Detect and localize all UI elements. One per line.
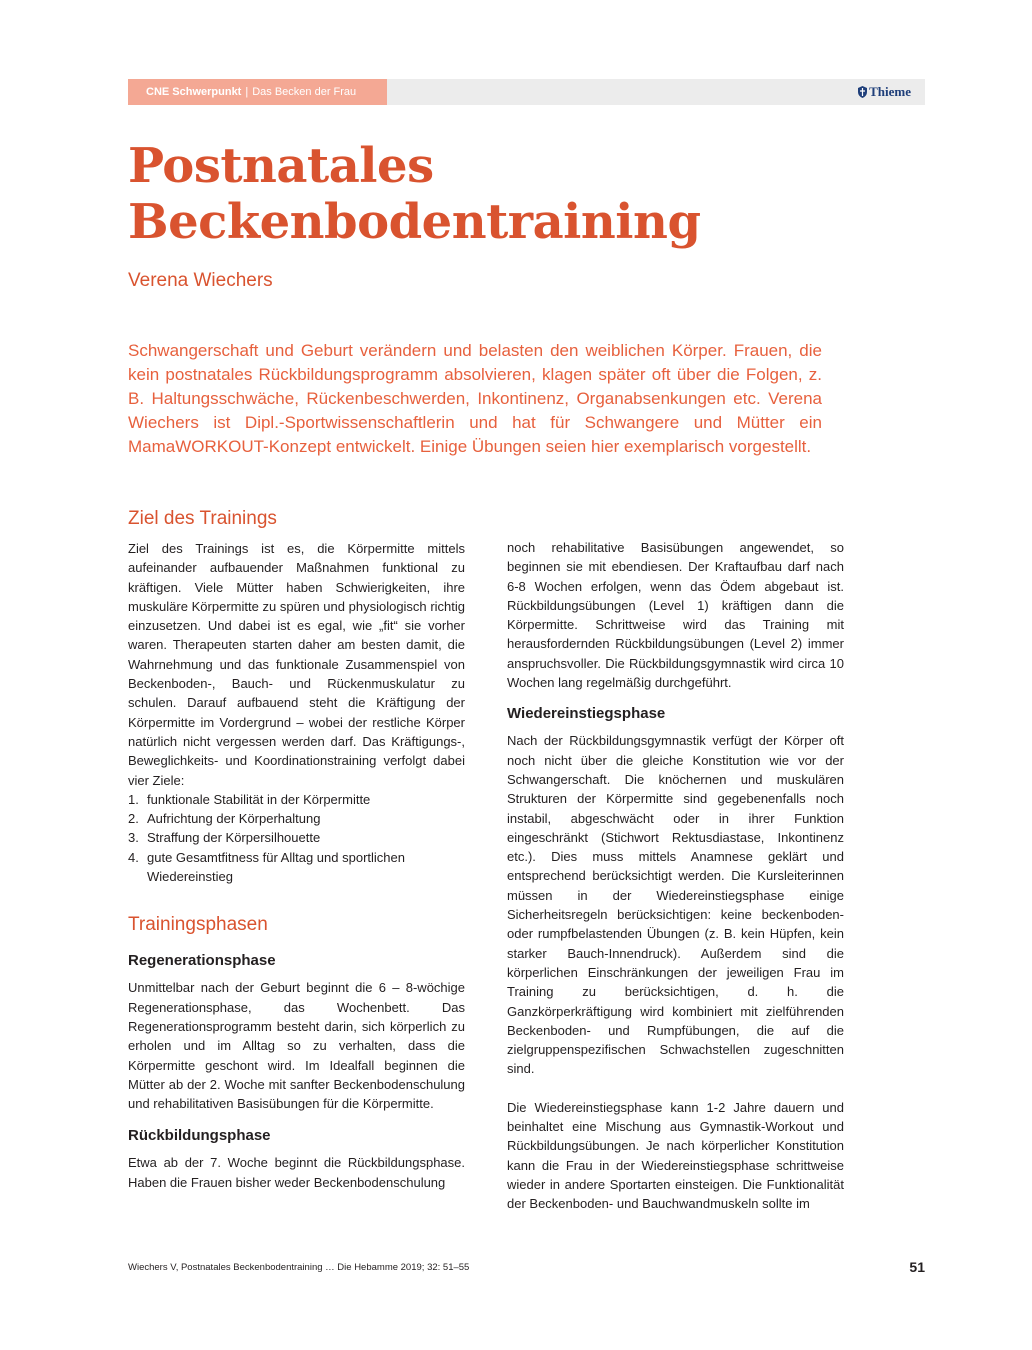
- header-separator: |: [245, 86, 249, 98]
- section-tag: [128, 79, 387, 105]
- author-name: Verena Wiechers: [128, 270, 273, 291]
- left-column: [128, 507, 465, 1192]
- heading-goal: Ziel des Trainings: [128, 508, 277, 529]
- page-number: 51: [909, 1259, 925, 1275]
- list-item: 4. gute Gesamtfitness für Alltag und sportlichen Wiedereinstieg: [128, 849, 405, 885]
- wiedereinstieg-paragraph-1: Nach der Rückbildungsgymnastik verfügt der Körper oft noch nicht über die gleiche Konstitution wie vor der Schwangerschaft. Die knöchernen und muskulären Strukturen der Körpermitte sind gegebenenfalls noch instabil, abgeschwächt oder in ihrer Funktion eingeschränkt (Stichwort Rektusdiastase, Inkontinenz etc.). Dies muss mittels Anamnese geklärt und entsprechend berücksichtigt werden. Die Kursleiterinnen müssen in der Wiedereinstiegsphase einige Sicherheitsregeln berücksichtigen: keine beckenboden- oder rumpfbelastenden Übungen (z. B. kein Hüpfen, kein starker Bauch-Innendruck). Außerdem sind die körperlichen Einschränkungen der jeweiligen Frau im Training zu berücksichtigen, d. h. die Ganzkörperkräftigung wird kombiniert mit zielführenden Beckenboden- und Rumpfübungen, die auf die zielgruppenspezifischen Schwachstellen zugeschnitten sind.: [507, 733, 844, 1077]
- title-line-2: Beckenbodentraining: [128, 194, 701, 250]
- brand-name: Thieme: [869, 84, 911, 99]
- article-title: [128, 138, 701, 250]
- heading-rueckbildung: Rückbildungsphase: [128, 1127, 271, 1145]
- rueckbildung-continued: noch rehabilitative Basisübungen angewendet, so beginnen sie mit ebendiesen. Der Kraftaufbau darf nach 6-8 Wochen erfolgen, wenn das Ödem abgebaut ist. Rückbildungsübungen (Level 1) kräftigen dann die Körpermitte. Schrittweise wird das Training mit herausfordernden Rückbildungsübungen (Level 2) immer anspruchsvoller. Die Rückbildungsgymnastik wird circa 10 Wochen lang regelmäßig durchgeführt.: [507, 540, 844, 691]
- goal-list: [128, 790, 465, 886]
- list-item: 1. funktionale Stabilität in der Körpermitte: [128, 791, 371, 807]
- rueckbildung-paragraph: Etwa ab der 7. Woche beginnt die Rückbildungsphase. Haben die Frauen bisher weder Beckenbodenschulung: [128, 1155, 465, 1190]
- wiedereinstieg-paragraph-2: Die Wiedereinstiegsphase kann 1-2 Jahre dauern und beinhaltet eine Mischung aus Gymnastik-Workout und Rückbildungsübungen. Je nach körperlicher Konstitution kann die Frau in der Wiedereinstiegsphase schrittweise wieder in andere Sportarten einsteigen. Die Funktionalität der Beckenboden- und Bauchwandmuskeln sollte im: [507, 1099, 844, 1212]
- heading-phases: Trainingsphasen: [128, 914, 268, 936]
- running-header: [128, 79, 925, 105]
- list-item: 2. Aufrichtung der Körperhaltung: [128, 811, 321, 827]
- publisher-logo: [858, 79, 911, 105]
- section-label: CNE Schwerpunkt: [146, 86, 242, 98]
- topic-label: Das Becken der Frau: [252, 86, 357, 98]
- heading-regeneration: Regenerationsphase: [128, 952, 276, 970]
- goal-paragraph: Ziel des Trainings ist es, die Körpermitte mittels aufeinander aufbauender Maßnahmen funktional zu kräftigen. Viele Mütter haben Schwierigkeiten, ihre muskuläre Körpermitte zu spüren und physiologisch richtig einzusetzen. Und dabei ist es egal, wie „fit“ sie vorher waren. Therapeuten starten daher am besten damit, die Wahrnehmung und das funktionale Zusammenspiel von Beckenboden-, Bauch- und Rückenmuskulatur zu schulen. Darauf aufbauend steht die Kräftigung der Körpermitte im Vordergrund – wobei der restliche Körper natürlich nicht vergessen werden darf. Das Kräftigungs-, Beweglichkeits- und Koordinationstraining verfolgt dabei vier Ziele:: [128, 541, 465, 788]
- thieme-logo-icon: [858, 81, 867, 107]
- abstract: Schwangerschaft und Geburt verändern und belasten den weiblichen Körper. Frauen, die kein postnatales Rückbildungsprogramm absolvieren, klagen später oft über die Folgen, z. B. Haltungsschwäche, Rückenbeschwerden, Inkontinenz, Organabsenkungen etc. Verena Wiechers ist Dipl.-Sportwissenschaftlerin und hat für Schwangere und Mütter ein MamaWORKOUT-Konzept entwickelt. Einige Übungen seien hier exemplarisch vorgestellt.: [128, 341, 822, 456]
- list-item: 3. Straffung der Körpersilhouette: [128, 830, 321, 846]
- title-line-1: Postnatales: [128, 138, 434, 194]
- citation: Wiechers V, Postnatales Beckenbodentraining … Die Hebamme 2019; 32: 51–55: [128, 1262, 470, 1273]
- regeneration-paragraph: Unmittelbar nach der Geburt beginnt die 6 – 8-wöchige Regenerationsphase, das Wochenbett. Das Regenerationsprogramm besteht darin, sich körperlich zu erholen und im Alltag so zu verhalten, dass die Körpermitte geschont wird. Im Idealfall beginnen die Mütter ab der 2. Woche mit sanfter Beckenbodenschulung und rehabilitativen Basisübungen für die Körpermitte.: [128, 980, 465, 1112]
- heading-wiedereinstieg: Wiedereinstiegsphase: [507, 705, 666, 723]
- right-column: [507, 538, 844, 1214]
